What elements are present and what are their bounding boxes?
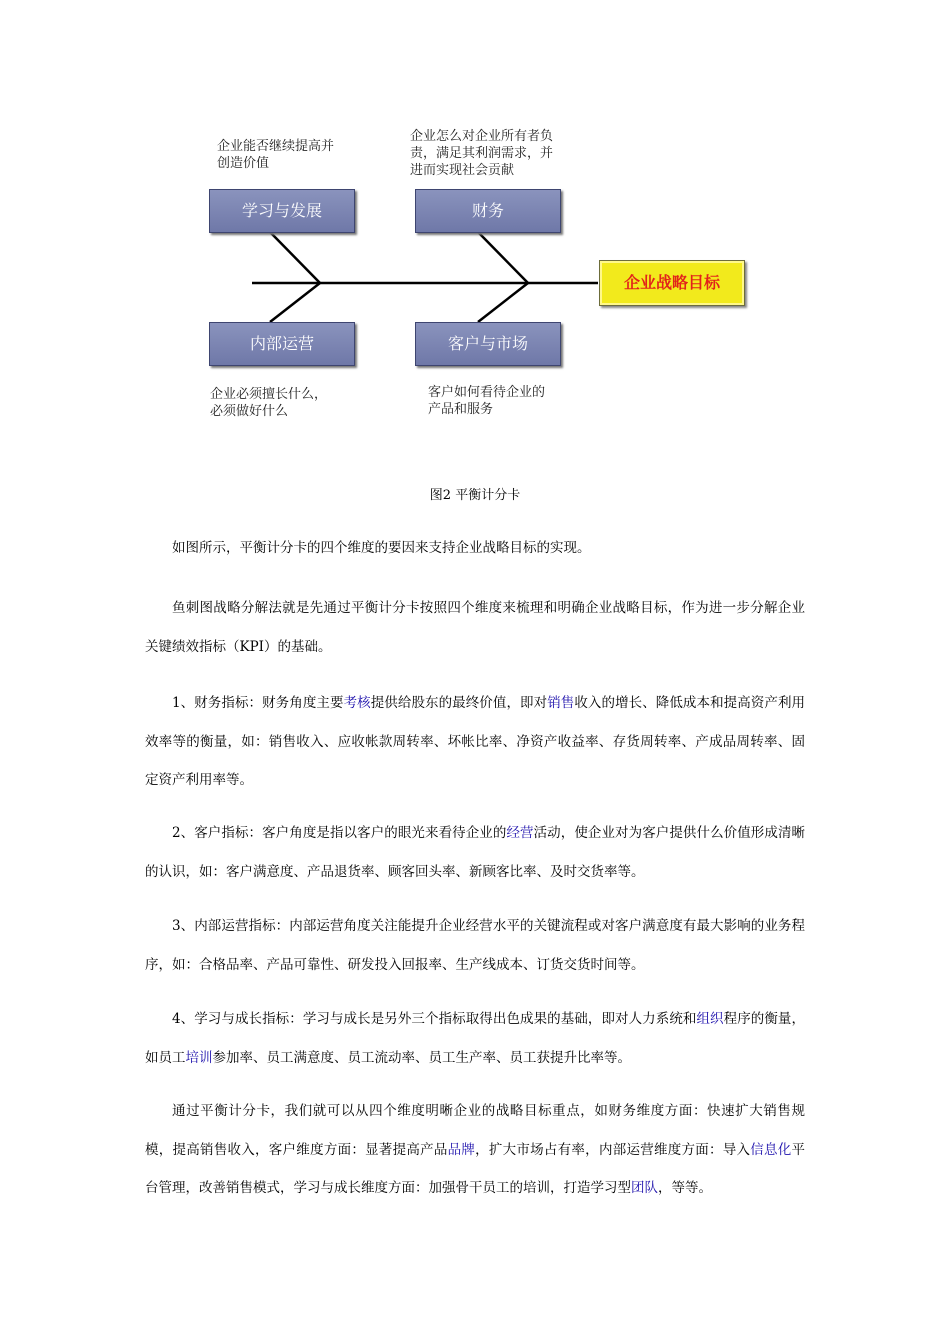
paragraph-1: 如图所示，平衡计分卡的四个维度的要因来支持企业战略目标的实现。 [172, 540, 591, 556]
bone-finance [478, 232, 528, 283]
note-internal: 企业必须擅长什么， 必须做好什么 [210, 387, 328, 419]
box-learning: 学习与发展 [209, 189, 355, 233]
paragraph-4 [145, 814, 805, 891]
paragraph-7-text: 平台管理，改善销售模式，学习与成长维度方面：加强骨干员工的培训，打造学习型 [145, 1141, 806, 1196]
figure-caption: 图2 平衡计分卡 [429, 488, 521, 503]
paragraph-7 [145, 1092, 805, 1208]
link-peixun[interactable]: 培训 [185, 1049, 213, 1066]
link-jingying[interactable]: 经营 [506, 825, 534, 841]
note-customer: 客户如何看待企业的 产品和服务 [428, 385, 546, 417]
link-tuandui[interactable]: 团队 [631, 1180, 658, 1196]
paragraph-7-text: ，等等。 [658, 1180, 712, 1196]
link-pinpai[interactable]: 品牌 [447, 1141, 476, 1158]
box-customer: 客户与市场 [415, 322, 561, 366]
link-xiaoshou[interactable]: 销售 [547, 695, 575, 711]
note-learning: 企业能否继续提高并 创造价值 [217, 139, 335, 171]
paragraph-6-text: 参加率、员工满意度、员工流动率、员工生产率、员工获提升比率等。 [212, 1049, 631, 1066]
paragraph-6 [145, 1000, 805, 1077]
bone-learning [270, 232, 320, 283]
box-finance: 财务 [415, 189, 561, 233]
paragraph-3-text: 提供给股东的最终价值，即对 [370, 695, 548, 711]
link-kaohe[interactable]: 考核 [343, 695, 371, 711]
bone-internal [270, 283, 320, 322]
goal-box: 企业战略目标 [599, 260, 745, 306]
paragraph-4-text: 2、客户指标：客户角度是指以客户的眼光来看待企业的 [172, 825, 507, 841]
paragraph-7-text: 通过平衡计分卡，我们就可以从四个维度明晰企业的战略目标重点，如财务维度方面：快速扩大销售规模，提高销售收入，客户维度方面：显著提高产品 [145, 1103, 805, 1158]
fishbone-diagram [0, 0, 950, 480]
link-xinxihua[interactable]: 信息化 [750, 1141, 792, 1158]
paragraph-6-text: 4、学习与成长指标：学习与成长是另外三个指标取得出色成果的基础，即对人力系统和 [172, 1011, 697, 1027]
link-zuzhi[interactable]: 组织 [696, 1011, 724, 1027]
note-finance: 企业怎么对企业所有者负 责，满足其利润需求，并 进而实现社会贡献 [410, 129, 554, 178]
paragraph-3-text: 1、财务指标：财务角度主要 [172, 695, 344, 711]
paragraph-5: 3、内部运营指标：内部运营角度关注能提升企业经营水平的关键流程或对客户满意度有最大影响的业务程序，如：合格品率、产品可靠性、研发投入回报率、生产线成本、订货交货时间等。 [145, 918, 805, 973]
paragraph-6-text: 程序的衡量，如员工 [145, 1011, 806, 1066]
paragraph-2: 鱼刺图战略分解法就是先通过平衡计分卡按照四个维度来梳理和明确企业战略目标，作为进一步分解企业关键绩效指标（KPI）的基础。 [145, 600, 805, 655]
paragraph-7-text: ，扩大市场占有率，内部运营维度方面：导入 [475, 1141, 751, 1158]
paragraph-3 [145, 684, 805, 800]
box-internal: 内部运营 [209, 322, 355, 366]
bone-customer [478, 283, 528, 322]
paragraph-4-text: 活动，使企业对为客户提供什么价值形成清晰的认识，如：客户满意度、产品退货率、顾客回头率、新顾客比率、及时交货率等。 [145, 825, 806, 880]
paragraph-3-text: 收入的增长、降低成本和提高资产利用效率等的衡量，如：销售收入、应收帐款周转率、坏帐比率、净资产收益率、存货周转率、产成品周转率、固定资产利用率等。 [145, 695, 806, 788]
